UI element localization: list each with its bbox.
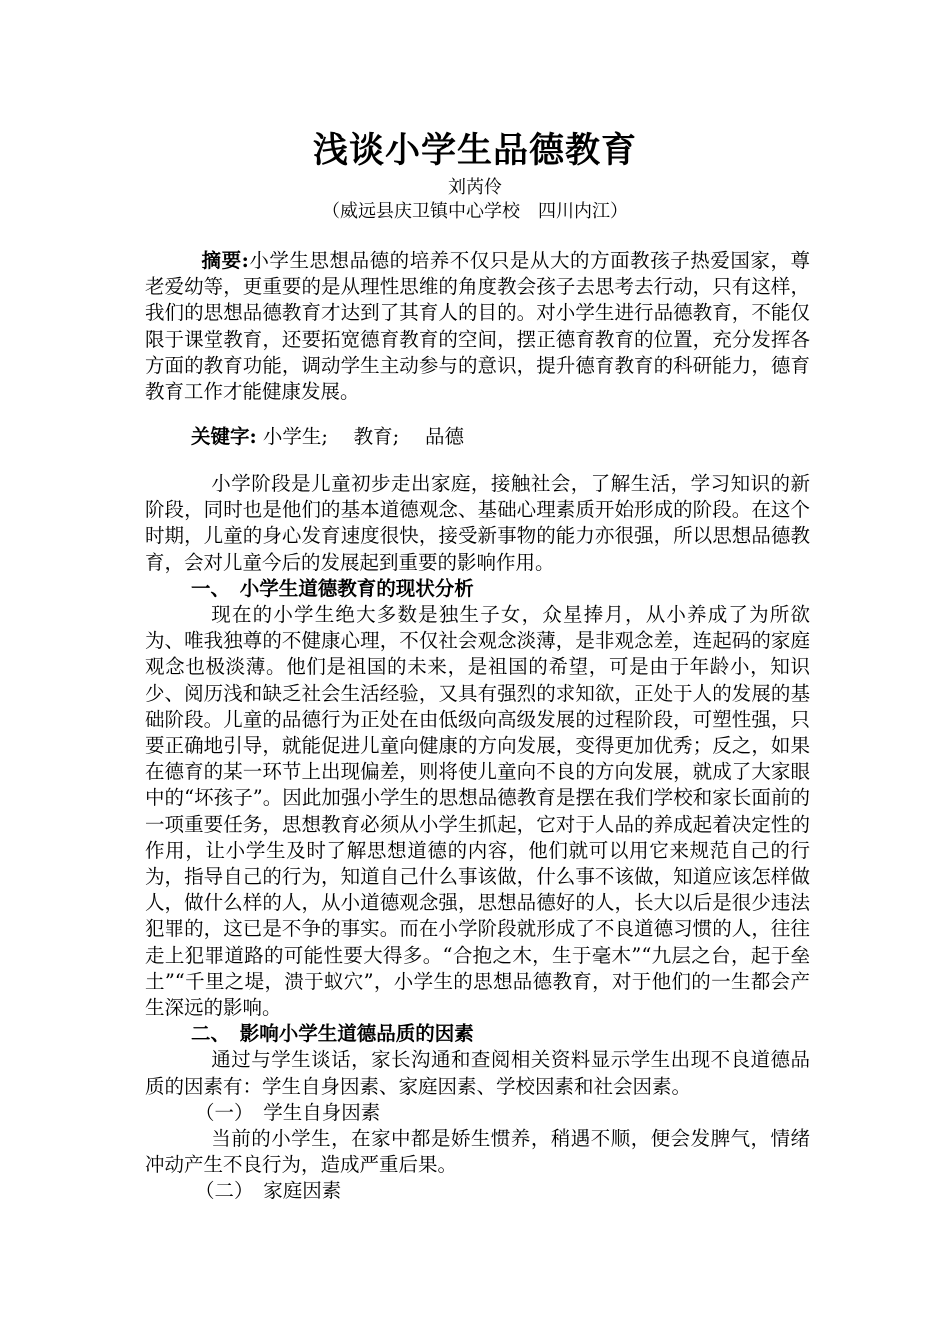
intro-paragraph: 小学阶段是儿童初步走出家庭，接触社会，了解生活，学习知识的新阶段，同时也是他们的基本道德观念、基础心理素质开始形成的阶段。在这个时期，儿童的身心发育速度很快，接受新事物的能力亦很强，所以思想品德教育，会对儿童今后的发展起到重要的影响作用。 <box>145 472 810 574</box>
page-title: 浅谈小学生品德教育 <box>312 130 637 171</box>
author-name: 刘芮伶 <box>448 177 502 198</box>
subsection-1-paragraph: 当前的小学生，在家中都是娇生惯养，稍遇不顺，便会发脾气，情绪冲动产生不良行为，造成严重后果。 <box>145 1127 810 1177</box>
keywords-line <box>145 424 810 450</box>
keywords-text: 小学生; 教育; 品德 <box>262 425 464 448</box>
abstract-label: 摘要: <box>201 249 249 272</box>
author-affiliation: （威远县庆卫镇中心学校 四川内江） <box>322 201 628 222</box>
section-heading-2: 二、 影响小学生道德品质的因素 <box>191 1022 474 1046</box>
abstract-block <box>145 248 810 405</box>
section-2-paragraph: 通过与学生谈话，家长沟通和查阅相关资料显示学生出现不良道德品质的因素有：学生自身因素、家庭因素、学校因素和社会因素。 <box>145 1048 810 1098</box>
keywords-label: 关键字: <box>191 425 257 448</box>
subsection-heading-1: （一） 学生自身因素 <box>195 1100 381 1124</box>
keywords-block <box>145 424 810 450</box>
subsection-heading-2: （二） 家庭因素 <box>195 1179 342 1203</box>
abstract-paragraph <box>145 248 810 405</box>
main-body <box>145 471 810 1205</box>
section-heading-1: 一、 小学生道德教育的现状分析 <box>191 576 474 600</box>
abstract-text: 小学生思想品德的培养不仅只是从大的方面教孩子热爱国家，尊老爱幼等，更重要的是从理性思维的角度教会孩子去思考去行动，只有这样，我们的思想品德教育才达到了其育人的目的。对小学生进行品德教育，不能仅限于课堂教育，还要拓宽德育教育的空间，摆正德育教育的位置，充分发挥各方面的教育功能，调动学生主动参与的意识，提升德育教育的科研能力，德育教育工作才能健康发展。 <box>145 249 810 404</box>
section-1-paragraph: 现在的小学生绝大多数是独生子女，众星捧月，从小养成了为所欲为、唯我独尊的不健康心理，不仅社会观念淡薄，是非观念差，连起码的家庭观念也极淡薄。他们是祖国的未来，是祖国的希望，可是由于年龄小，知识少、阅历浅和缺乏社会生活经验，又具有强烈的求知欲，正处于人的发展的基础阶段。儿童的品德行为正处在由低级向高级发展的过程阶段，可塑性强，只要正确地引导，就能促进儿童向健康的方向发展，变得更加优秀；反之，如果在德育的某一环节上出现偏差，则将使儿童向不良的方向发展，就成了大家眼中的“坏孩子”。因此加强小学生的思想品德教育是摆在我们学校和家长面前的一项重要任务，思想教育必须从小学生抓起，它对于人品的养成起着决定性的作用，让小学生及时了解思想道德的内容，他们就可以用它来规范自己的行为，指导自己的行为，知道自己什么事该做，什么事不该做，知道应该怎样做人，做什么样的人，从小道德观念强，思想品德好的人，长大以后是很少违法犯罪的，这已是不争的事实。而在小学阶段就形成了不良道德习惯的人，往往走上犯罪道路的可能性要大得多。“合抱之木，生于毫木”“九层之台，起于垒土”“千里之堤，溃于蚁穴”，小学生的思想品德教育，对于他们的一生都会产生深远的影响。 <box>145 603 810 1020</box>
